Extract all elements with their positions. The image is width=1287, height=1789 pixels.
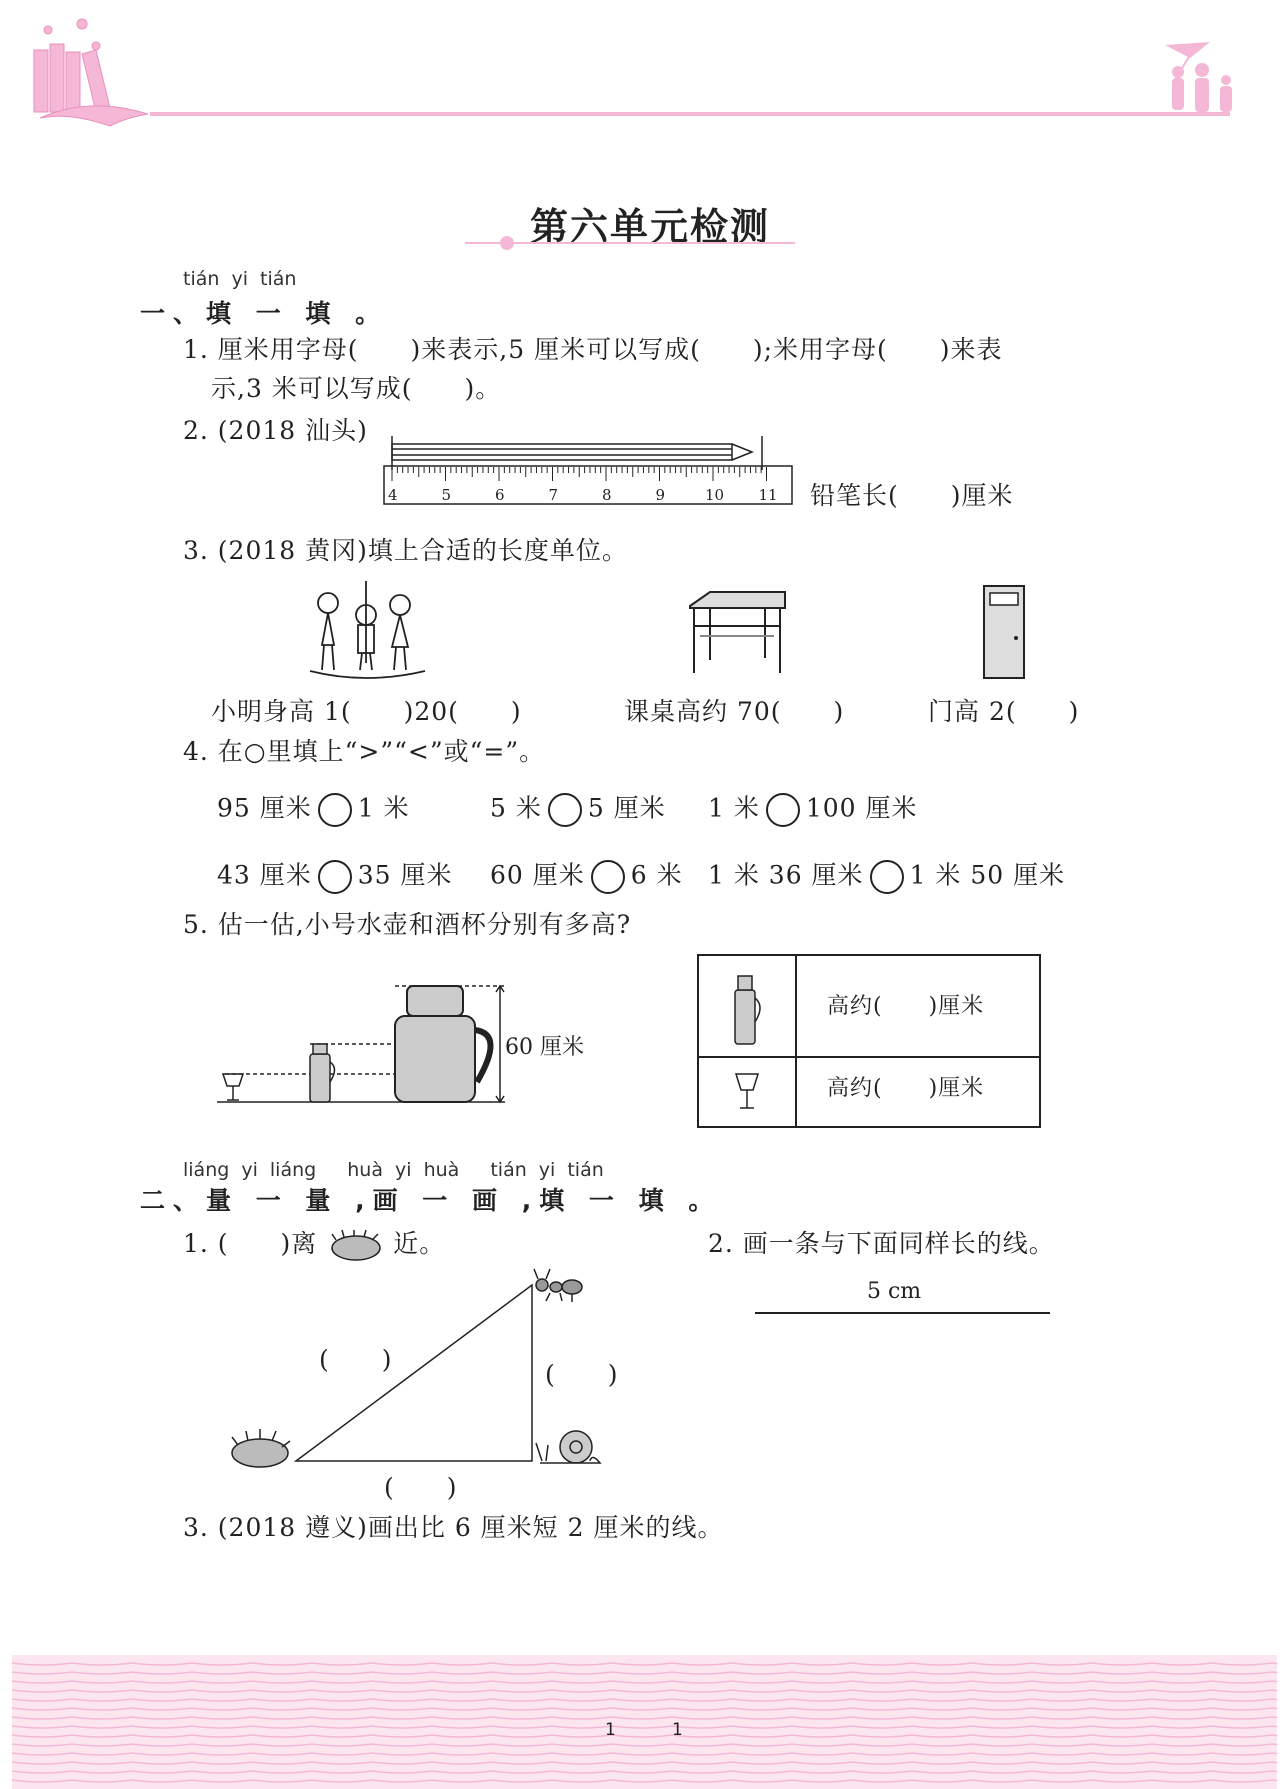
section1-pinyin: tián yi tián xyxy=(183,268,297,290)
q3-item-door: 门高 2( ) xyxy=(928,697,1080,726)
header-bar xyxy=(0,0,1287,140)
reference-length-label: 5 cm xyxy=(867,1279,922,1304)
reference-line xyxy=(755,1312,1050,1314)
q1-line1: 1. 厘米用字母( )来表示,5 厘米可以写成( );米用字母( )来表 xyxy=(183,335,1003,364)
pencil-icon xyxy=(392,436,762,470)
wine-glass-icon xyxy=(223,1074,243,1100)
hedgehog-icon xyxy=(232,1429,290,1467)
ruler-label: 8 xyxy=(602,486,612,504)
q5-answer-table xyxy=(697,954,1041,1128)
compare-right: 1 米 50 厘米 xyxy=(909,860,1066,890)
page-number-left: 1 xyxy=(605,1720,616,1740)
title-underline xyxy=(465,234,795,252)
door-icon xyxy=(980,583,1030,683)
s2-q1-label xyxy=(183,1229,445,1262)
blank-hypotenuse[interactable]: ( ) xyxy=(319,1345,393,1374)
q3-item-height: 小明身高 1( )20( ) xyxy=(211,697,522,726)
ruler-label: 10 xyxy=(705,486,725,504)
ant-icon xyxy=(534,1269,582,1302)
section2-heading: 二、量 一 量 ,画 一 画 ,填 一 填 。 xyxy=(140,1186,722,1215)
compare-circle[interactable] xyxy=(318,793,352,827)
q4-row1-item3 xyxy=(708,793,918,827)
ruler-label: 7 xyxy=(548,486,559,504)
q4-row2-item2 xyxy=(490,860,683,894)
compare-left: 95 厘米 xyxy=(217,793,312,823)
s2-q3-label: 3. (2018 遵义)画出比 6 厘米短 2 厘米的线。 xyxy=(183,1513,724,1542)
q3-item-desk: 课桌高约 70( ) xyxy=(624,697,845,726)
wine-glass-icon xyxy=(733,1070,763,1116)
section1-heading: 一、填 一 填 。 xyxy=(140,299,389,328)
hedgehog-icon xyxy=(326,1230,384,1262)
compare-right: 100 厘米 xyxy=(805,793,918,823)
s2-q1-suffix: 近。 xyxy=(393,1229,446,1258)
blank-horizontal[interactable]: ( ) xyxy=(384,1473,458,1502)
q5-label: 5. 估一估,小号水壶和酒杯分别有多高? xyxy=(183,910,632,939)
header-decoration xyxy=(0,0,1287,140)
compare-left: 43 厘米 xyxy=(217,860,312,890)
ruler-label: 4 xyxy=(388,486,398,504)
ruler-label: 9 xyxy=(655,486,666,504)
compare-circle[interactable] xyxy=(548,793,582,827)
q2-label: 2. (2018 汕头) xyxy=(183,416,368,445)
large-thermos-icon xyxy=(395,986,491,1102)
compare-circle[interactable] xyxy=(591,860,625,894)
blank-vertical[interactable]: ( ) xyxy=(545,1360,619,1389)
footer-wave-band xyxy=(12,1655,1277,1789)
compare-circle[interactable] xyxy=(766,793,800,827)
books-logo-icon xyxy=(34,19,148,126)
compare-right: 5 厘米 xyxy=(587,793,666,823)
q1-line2: 示,3 米可以写成( )。 xyxy=(211,374,502,403)
section2-pinyin: liáng yi liáng huà yi huà tián yi tián xyxy=(183,1159,604,1181)
ruler-label: 5 xyxy=(441,486,452,504)
ruler-label: 6 xyxy=(495,486,505,504)
compare-circle[interactable] xyxy=(870,860,904,894)
compare-right: 1 米 xyxy=(357,793,410,823)
compare-left: 5 米 xyxy=(490,793,542,823)
q2-answer: 铅笔长( )厘米 xyxy=(810,481,1014,510)
q4-row1-item1 xyxy=(217,793,410,827)
q5-height-label: 60 厘米 xyxy=(505,1035,584,1060)
page-title: 第六单元检测 xyxy=(530,204,771,249)
s2-q1-prefix: 1. ( )离 xyxy=(183,1229,318,1258)
s2-q2-label: 2. 画一条与下面同样长的线。 xyxy=(708,1229,1055,1258)
compare-right: 35 厘米 xyxy=(357,860,453,890)
pencil-ruler-figure xyxy=(380,430,800,510)
q4-row1-item2 xyxy=(490,793,666,827)
page-number-right: 1 xyxy=(672,1720,683,1740)
q4-row2-item3 xyxy=(708,860,1065,894)
small-thermos-icon xyxy=(727,968,767,1048)
table-cell-glass: 高约( )厘米 xyxy=(827,1076,985,1101)
compare-right: 6 米 xyxy=(630,860,683,890)
kids-kite-icon xyxy=(1165,42,1232,112)
compare-left: 1 米 36 厘米 xyxy=(708,860,864,890)
compare-left: 1 米 xyxy=(708,793,760,823)
q3-label: 3. (2018 黄冈)填上合适的长度单位。 xyxy=(183,536,628,565)
q4-label: 4. 在○里填上“>”“<”或“=”。 xyxy=(183,737,546,766)
ruler-label: 11 xyxy=(758,486,778,504)
table-cell-thermos: 高约( )厘米 xyxy=(827,994,985,1019)
small-thermos-icon xyxy=(310,1044,335,1102)
compare-circle[interactable] xyxy=(318,860,352,894)
desk-icon xyxy=(680,588,790,678)
thermos-comparison-figure xyxy=(215,978,515,1108)
children-measuring-icon xyxy=(300,575,430,685)
snail-icon xyxy=(536,1431,600,1463)
compare-left: 60 厘米 xyxy=(490,860,585,890)
q4-row2-item1 xyxy=(217,860,453,894)
